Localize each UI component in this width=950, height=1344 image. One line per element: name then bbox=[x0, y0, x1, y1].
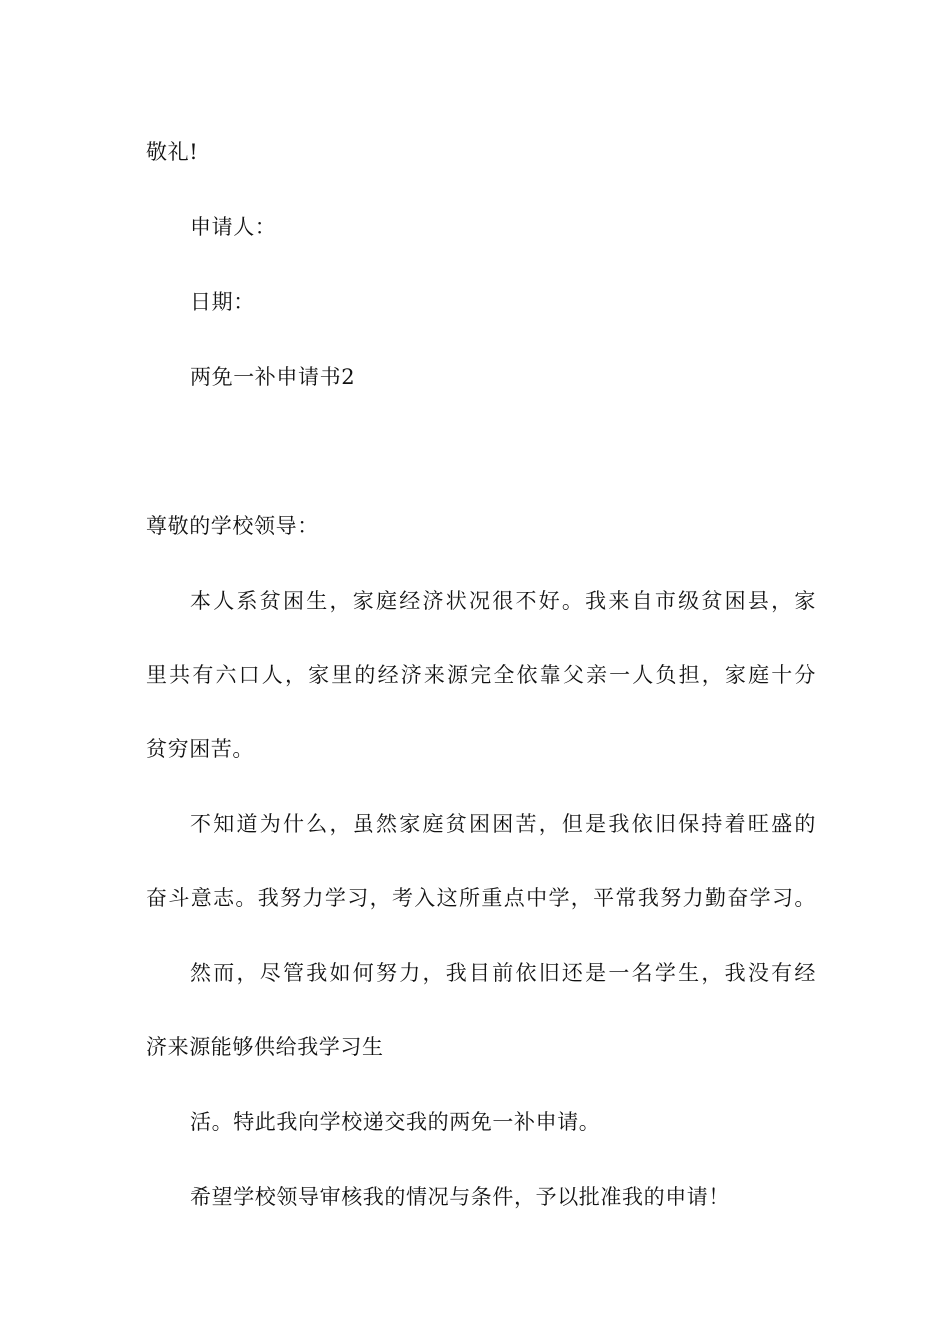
paragraph-line: 里共有六口人，家里的经济来源完全依靠父亲一人负担，家庭十分 bbox=[146, 663, 816, 687]
paragraph-line: 奋斗意志。我努力学习，考入这所重点中学，平常我努力勤奋学习。 bbox=[146, 886, 816, 910]
paragraph-line: 贫穷困苦。 bbox=[146, 737, 254, 761]
letter-greeting: 尊敬的学校领导： bbox=[146, 514, 319, 538]
paragraph-line: 然而，尽管我如何努力，我目前依旧还是一名学生，我没有经 bbox=[190, 961, 816, 985]
paragraph-line: 济来源能够供给我学习生 bbox=[146, 1035, 384, 1059]
closing-salute: 敬礼! bbox=[146, 140, 199, 164]
paragraph-line: 活。特此我向学校递交我的两免一补申请。 bbox=[190, 1110, 601, 1134]
date-label: 日期： bbox=[190, 290, 255, 314]
paragraph-line: 本人系贫困生，家庭经济状况很不好。我来自市级贫困县，家 bbox=[190, 589, 816, 613]
paragraph-line: 希望学校领导审核我的情况与条件，予以批准我的申请！ bbox=[190, 1185, 730, 1209]
paragraph-line: 不知道为什么，虽然家庭贫困困苦，但是我依旧保持着旺盛的 bbox=[190, 812, 816, 836]
applicant-label: 申请人： bbox=[190, 215, 277, 239]
letter-title: 两免一补申请书2 bbox=[190, 365, 356, 389]
